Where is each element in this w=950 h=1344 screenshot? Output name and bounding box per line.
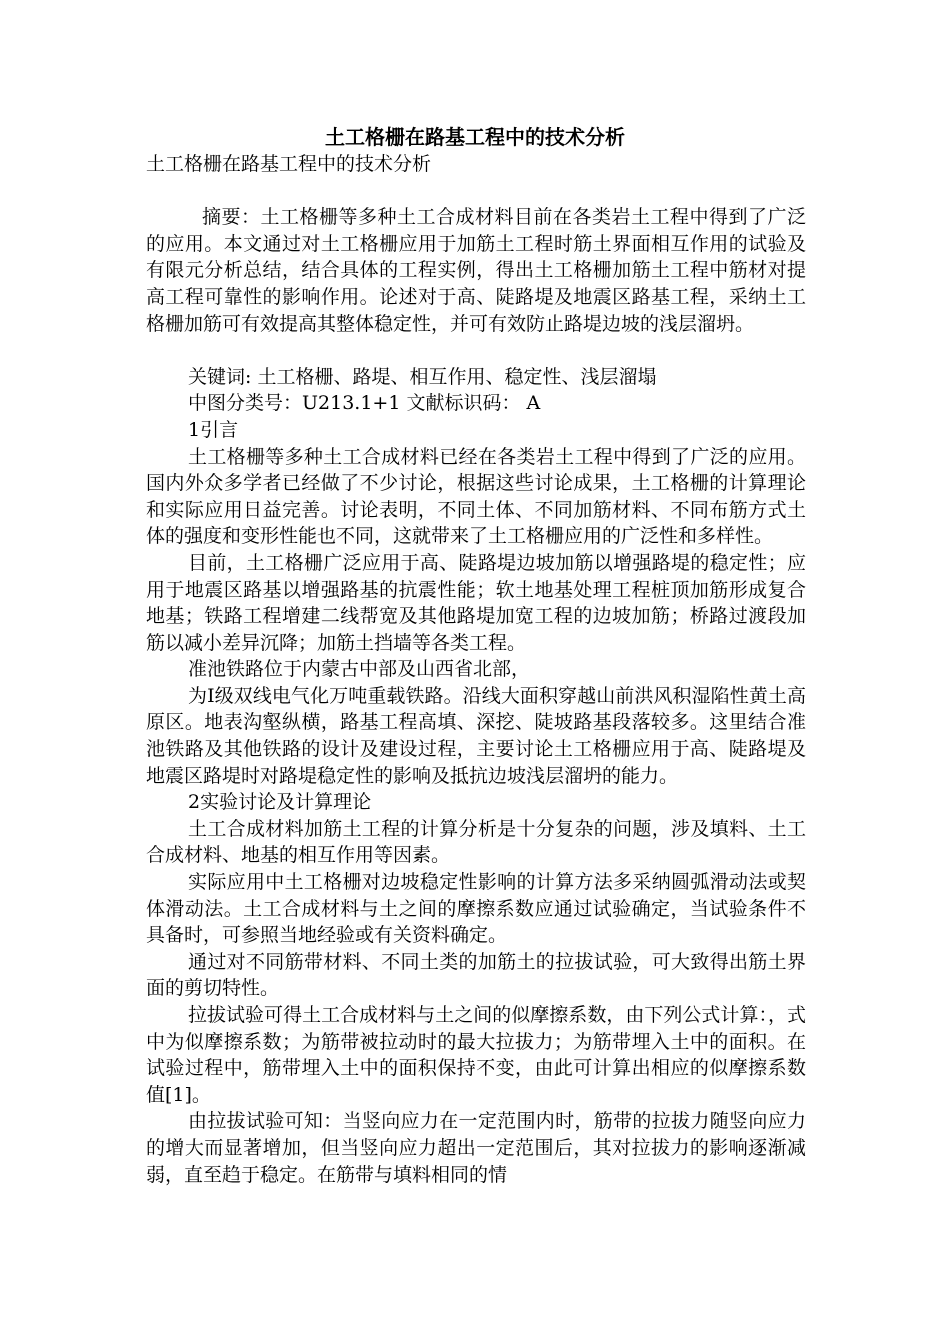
classification-line: 中图分类号：U213.1+1 文献标识码： A xyxy=(188,392,541,415)
body-paragraph: 准池铁路位于内蒙古中部及山西省北部， xyxy=(188,658,531,681)
section-heading-experiment: 2实验讨论及计算理论 xyxy=(188,791,372,814)
body-paragraph: 土工合成材料加筋土工程的计算分析是十分复杂的问题，涉及填料、土工合成材料、地基的相互作用等因素。 xyxy=(146,817,806,867)
document-title: 土工格栅在路基工程中的技术分析 xyxy=(325,125,625,149)
document-subtitle: 土工格栅在路基工程中的技术分析 xyxy=(146,153,432,175)
body-paragraph: 通过对不同筋带材料、不同土类的加筋土的拉拔试验，可大致得出筋土界面的剪切特性。 xyxy=(146,950,806,1000)
body-paragraph: 目前，土工格栅广泛应用于高、陡路堤边坡加筋以增强路堤的稳定性；应用于地震区路基以增强路基的抗震性能；软土地基处理工程桩顶加筋形成复合地基；铁路工程增建二线帮宽及其他路堤加宽工程的边坡加筋；桥路过渡段加筋以减小差异沉降；加筋土挡墙等各类工程。 xyxy=(146,551,806,654)
document-body xyxy=(146,151,806,1188)
section-heading-intro: 1引言 xyxy=(188,418,239,441)
body-paragraph: 拉拔试验可得土工合成材料与土之间的似摩擦系数，由下列公式计算：，式中为似摩擦系数；为筋带被拉动时的最大拉拔力；为筋带埋入土中的面积。在试验过程中，筋带埋入土中的面积保持不变，由此可计算出相应的似摩擦系数值[1]。 xyxy=(146,1004,806,1106)
abstract-paragraph: 摘要：土工格栅等多种土工合成材料目前在各类岩土工程中得到了广泛的应用。本文通过对土工格栅应用于加筋土工程时筋土界面相互作用的试验及有限元分析总结，结合具体的工程实例，得出土工格栅加筋土工程中筋材对提高工程可靠性的影响作用。论述对于高、陡路堤及地震区路基工程，采纳土工格栅加筋可有效提高其整体稳定性，并可有效防止路堤边坡的浅层溜坍。 xyxy=(146,206,806,335)
body-paragraph: 土工格栅等多种土工合成材料已经在各类岩土工程中得到了广泛的应用。国内外众多学者已经做了不少讨论，根据这些讨论成果，土工格栅的计算理论和实际应用日益完善。讨论表明，不同土体、不同加筋材料、不同布筋方式土体的强度和变形性能也不同，这就带来了土工格栅应用的广泛性和多样性。 xyxy=(146,445,806,548)
body-paragraph: 实际应用中土工格栅对边坡稳定性影响的计算方法多采纳圆弧滑动法或契体滑动法。土工合成材料与土之间的摩擦系数应通过试验确定，当试验条件不具备时，可参照当地经验或有关资料确定。 xyxy=(146,871,806,947)
keywords-line: 关键词: 土工格栅、路堤、相互作用、稳定性、浅层溜塌 xyxy=(188,365,657,388)
body-paragraph: 为Ⅰ级双线电气化万吨重载铁路。沿线大面积穿越山前洪风积湿陷性黄土高原区。地表沟壑纵横，路基工程高填、深挖、陡坡路基段落较多。这里结合准池铁路及其他铁路的设计及建设过程，主要讨论土工格栅应用于高、陡路堤及地震区路堤时对路堤稳定性的影响及抵抗边坡浅层溜坍的能力。 xyxy=(146,684,806,787)
body-paragraph: 由拉拔试验可知：当竖向应力在一定范围内时，筋带的拉拔力随竖向应力的增大而显著增加，但当竖向应力超出一定范围后，其对拉拔力的影响逐渐减弱，直至趋于稳定。在筋带与填料相同的情 xyxy=(146,1110,806,1186)
